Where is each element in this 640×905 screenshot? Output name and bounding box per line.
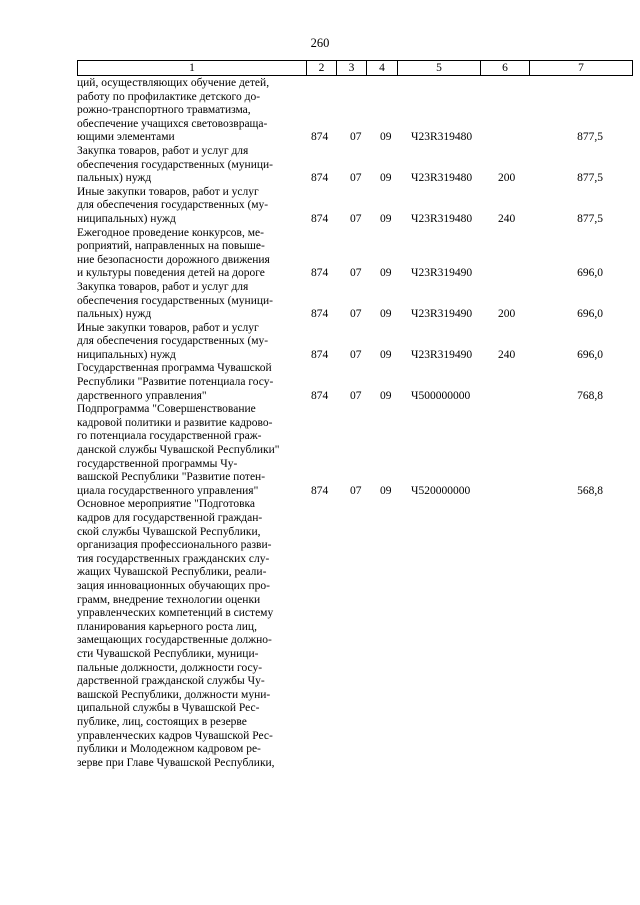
table-body xyxy=(77,77,633,770)
description-line: вашской Республики "Развитие потен- xyxy=(77,471,266,484)
description-line: кадровой политики и развитие кадрово- xyxy=(77,416,273,429)
description-line: пальных) нужд xyxy=(77,308,152,321)
cell-col-2: 874 xyxy=(311,212,329,225)
row-description xyxy=(77,362,303,403)
description-line: Иные закупки товаров, работ и услуг xyxy=(77,185,259,198)
description-line: ций, осуществляющих обучение детей, xyxy=(77,77,270,89)
description-line: пальные должности, должности госу- xyxy=(77,661,263,674)
cell-col-5: Ч23R319480 xyxy=(411,131,473,144)
cell-col-3: 07 xyxy=(350,172,362,185)
cell-col-5: Ч23R319480 xyxy=(411,212,473,225)
cell-col-5: Ч23R319490 xyxy=(411,348,473,361)
description-line: го потенциала государственной граж- xyxy=(77,430,262,443)
cell-col-4: 09 xyxy=(380,484,392,497)
cell-col-4: 09 xyxy=(380,172,392,185)
cell-col-6: 240 xyxy=(498,348,516,361)
description-line: для обеспечения государственных (му- xyxy=(77,335,269,348)
cell-col-3: 07 xyxy=(350,389,362,402)
description-line: ципальной службы в Чувашской Рес- xyxy=(77,702,260,715)
description-line: ниципальных) нужд xyxy=(77,348,176,361)
description-line: кадров для государственной граждан- xyxy=(77,512,263,524)
cell-col-3: 07 xyxy=(350,267,362,280)
cell-col-6: 200 xyxy=(498,172,516,185)
description-line: Ежегодное проведение конкурсов, ме- xyxy=(77,226,264,239)
header-col-4: 4 xyxy=(366,61,397,75)
cell-col-4: 09 xyxy=(380,212,392,225)
description-line: Закупка товаров, работ и услуг для xyxy=(77,144,249,157)
row-description xyxy=(77,77,303,145)
cell-col-7: 877,5 xyxy=(577,131,603,144)
description-line: ниципальных) нужд xyxy=(77,212,176,225)
table-header xyxy=(77,60,633,76)
cell-col-6: 200 xyxy=(498,308,516,321)
row-description xyxy=(77,186,303,227)
row-description xyxy=(77,281,303,322)
page-number: 260 xyxy=(310,36,330,50)
cell-col-7: 877,5 xyxy=(577,212,603,225)
table-row xyxy=(77,403,633,498)
header-col-1: 1 xyxy=(77,61,306,75)
cell-col-7: 568,8 xyxy=(577,484,603,497)
description-line: обеспечение учащихся световозвраща- xyxy=(77,117,268,130)
description-line: зация инновационных обучающих про- xyxy=(77,579,270,592)
description-line: пальных) нужд xyxy=(77,172,152,185)
cell-col-5: Ч500000000 xyxy=(411,389,471,402)
cell-col-7: 696,0 xyxy=(577,267,603,280)
cell-col-2: 874 xyxy=(311,389,329,402)
description-line: Государственная программа Чувашской xyxy=(77,362,272,375)
description-line: ской службы Чувашской Республики, xyxy=(77,525,261,538)
description-line: рожно-транспортного травматизма, xyxy=(77,104,251,117)
description-line: и культуры поведения детей на дороге xyxy=(77,267,265,280)
cell-col-3: 07 xyxy=(350,348,362,361)
cell-col-4: 09 xyxy=(380,308,392,321)
cell-col-2: 874 xyxy=(311,484,329,497)
cell-col-2: 874 xyxy=(311,267,329,280)
cell-col-5: Ч23R319480 xyxy=(411,172,473,185)
table-row xyxy=(77,227,633,281)
description-line: тия государственных гражданских слу- xyxy=(77,552,270,565)
cell-col-4: 09 xyxy=(380,131,392,144)
description-line: ние безопасности дорожного движения xyxy=(77,253,270,266)
description-line: ющими элементами xyxy=(77,131,175,144)
description-line: зерве при Главе Чувашской Республики, xyxy=(77,756,275,769)
row-description xyxy=(77,322,303,363)
table-row xyxy=(77,362,633,403)
header-col-6: 6 xyxy=(480,61,529,75)
description-line: вашской Республики, должности муни- xyxy=(77,688,271,701)
cell-col-7: 696,0 xyxy=(577,308,603,321)
cell-col-3: 07 xyxy=(350,212,362,225)
description-line: публики и Молодежном кадровом ре- xyxy=(77,743,261,756)
description-line: Республики "Развитие потенциала госу- xyxy=(77,376,274,389)
cell-col-2: 874 xyxy=(311,308,329,321)
description-line: сти Чувашской Республики, муници- xyxy=(77,647,259,660)
header-col-2: 2 xyxy=(306,61,336,75)
cell-col-6: 240 xyxy=(498,212,516,225)
description-line: работу по профилактике детского до- xyxy=(77,90,261,103)
cell-col-5: Ч520000000 xyxy=(411,484,471,497)
description-line: обеспечения государственных (муници- xyxy=(77,158,273,171)
table-row xyxy=(77,281,633,322)
description-line: дарственного управления" xyxy=(77,389,207,402)
row-description xyxy=(77,403,303,498)
description-line: грамм, внедрение технологии оценки xyxy=(77,593,261,606)
cell-col-4: 09 xyxy=(380,348,392,361)
table-row xyxy=(77,145,633,186)
description-line: замещающих государственные должно- xyxy=(77,634,272,647)
cell-col-7: 877,5 xyxy=(577,172,603,185)
description-line: обеспечения государственных (муници- xyxy=(77,294,273,307)
cell-col-3: 07 xyxy=(350,484,362,497)
description-line: государственной программы Чу- xyxy=(77,457,238,470)
cell-col-7: 768,8 xyxy=(577,389,603,402)
cell-col-4: 09 xyxy=(380,267,392,280)
table-row xyxy=(77,186,633,227)
description-line: Подпрограмма "Совершенствование xyxy=(77,403,256,416)
description-line: планирования карьерного роста лиц, xyxy=(77,620,257,633)
table-row xyxy=(77,77,633,145)
description-line: Иные закупки товаров, работ и услуг xyxy=(77,321,259,334)
cell-col-3: 07 xyxy=(350,308,362,321)
table-row xyxy=(77,322,633,363)
description-line: Основное мероприятие "Подготовка xyxy=(77,498,256,511)
cell-col-2: 874 xyxy=(311,172,329,185)
header-col-3: 3 xyxy=(336,61,366,75)
description-line: данской службы Чувашской Республики" xyxy=(77,444,280,457)
description-line: организация профессионального разви- xyxy=(77,539,272,552)
description-line: для обеспечения государственных (му- xyxy=(77,199,269,212)
description-line: управленческих кадров Чувашской Рес- xyxy=(77,729,273,742)
description-line: Закупка товаров, работ и услуг для xyxy=(77,280,249,293)
cell-col-7: 696,0 xyxy=(577,348,603,361)
description-line: циала государственного управления" xyxy=(77,484,259,497)
description-line: публике, лиц, состоящих в резерве xyxy=(77,715,247,728)
header-col-7: 7 xyxy=(529,61,633,75)
cell-col-2: 874 xyxy=(311,348,329,361)
cell-col-5: Ч23R319490 xyxy=(411,308,473,321)
cell-col-5: Ч23R319490 xyxy=(411,267,473,280)
description-line: жащих Чувашской Республики, реали- xyxy=(77,566,267,579)
cell-col-2: 874 xyxy=(311,131,329,144)
cell-col-4: 09 xyxy=(380,389,392,402)
cell-col-3: 07 xyxy=(350,131,362,144)
row-description xyxy=(77,145,303,186)
row-description xyxy=(77,227,303,281)
description-line: роприятий, направленных на повыше- xyxy=(77,240,265,253)
table-row xyxy=(77,498,633,770)
header-col-5: 5 xyxy=(397,61,480,75)
row-description xyxy=(77,498,303,770)
description-line: управленческих компетенций в систему xyxy=(77,607,274,620)
description-line: дарственной гражданской службы Чу- xyxy=(77,675,265,688)
